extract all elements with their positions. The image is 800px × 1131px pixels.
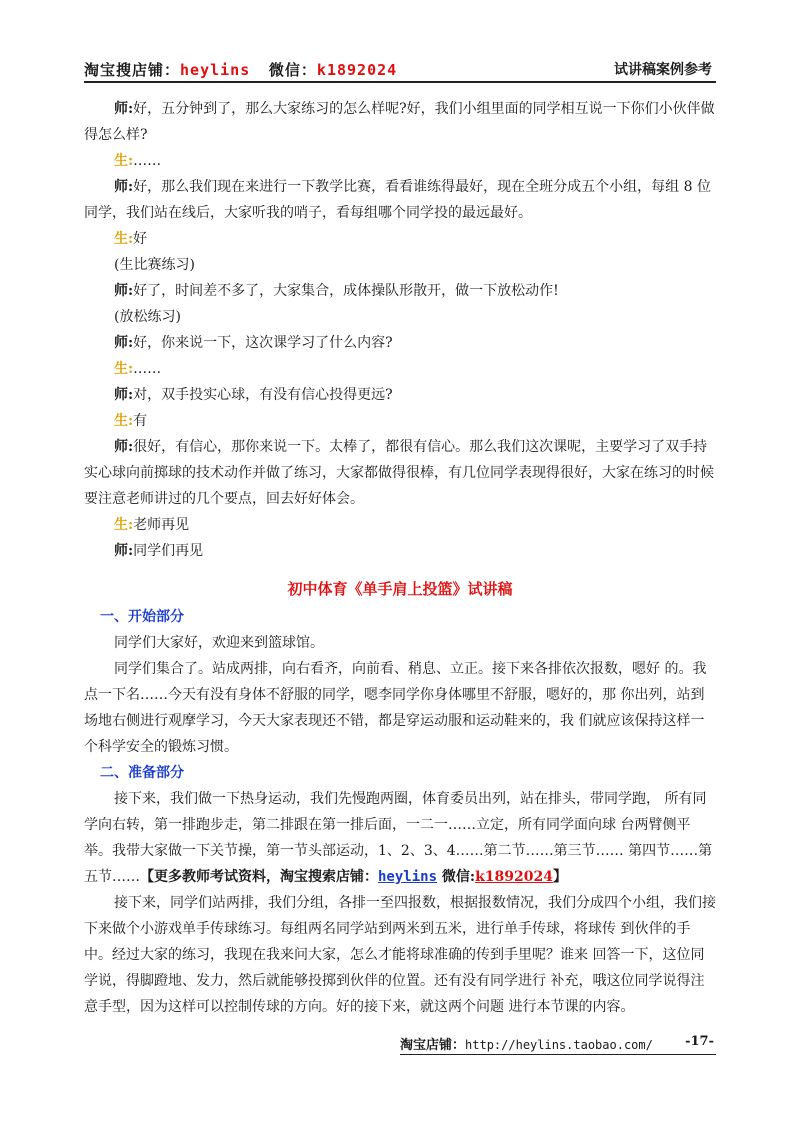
section1-paragraph: 同学们集合了。站成两排，向右看齐，向前看、稍息、立正。接下来各排依次报数，嗯好 的。我点一下名……今天有没有身体不舒服的同学，嗯李同学你身体哪里不舒服，嗯好的，那 你出列，站到场地右侧进行观摩学习，今天大家表现还不错，都是穿运动服和运动鞋来的，我 们就应该保持这样一个科学安全的锻炼习惯。 <box>84 661 707 755</box>
section2-paragraph-text: 接下来，我们做一下热身运动，我们先慢跑两圈，体育委员出列，站在排头，带同学跑， 所有同学向右转，第一排跑步走，第二排跟在第一排后面，一二一……立定，所有同学面向球 台两臂侧平举。我带大家做一下关节操，第一节头部运动，1、2、3、4……第二节……第三节…… 第四节……第五节…… <box>84 791 713 885</box>
dialogue-text: 老师再见 <box>133 517 190 533</box>
dialogue-line <box>84 304 716 330</box>
lesson-title: 初中体育《单手肩上投篮》试讲稿 <box>287 580 513 598</box>
header-shop-label: 淘宝搜店铺： <box>84 61 181 79</box>
section2-paragraph <box>84 786 716 890</box>
dialogue-text: (生比赛练习) <box>114 257 195 273</box>
page-header <box>84 57 716 83</box>
dialogue-line: 师:好，那么我们现在来进行一下教学比赛，看看谁练得最好，现在全班分成五个小组，每组 8 位同学，我们站在线后，大家听我的哨子，看每组哪个同学投的最远最好。 <box>84 179 711 221</box>
speaker-teacher: 师 <box>114 439 128 455</box>
section2-paragraph: 接下来，同学们站两排，我们分组，各排一至四报数，根据报数情况，我们分成四个小组，我们接下来做个小游戏单手传球练习。每组两名同学站到两米到五米，进行单手传球，将球传 到伙伴的手中。经过大家的练习，我现在我来问大家，怎么才能将球准确的传到手里呢？谁来 回答一下，这位同学说，得脚蹬地、发力，然后就能够投掷到伙伴的位置。还有没有同学进行 补充，哦这位同学说得注意手型，因为这样可以控制传球的方向。好的接下来，就这两个问题 进行本节课的内容。 <box>84 895 716 1015</box>
dialogue-line: 生:…… <box>114 361 162 377</box>
dialogue-text: 好了，时间差不多了，大家集合，成体操队形散开，做一下放松动作! <box>133 283 559 299</box>
dialogue-line: 师:很好，有信心，那你来说一下。太棒了，都很有信心。那么我们这次课呢，主要学习了双手持实心球向前掷球的技术动作并做了练习，大家都做得很棒，有几位同学表现得很好，大家在练习的时候要注意老师讲过的几个要点，回去好好体会。 <box>84 439 714 507</box>
speaker-teacher: 师 <box>114 387 128 403</box>
dialogue-line <box>84 252 716 278</box>
dialogue-line: 生:好 <box>114 231 148 247</box>
speaker-teacher: 师 <box>114 283 128 299</box>
dialogue-line: 师:好，五分钟到了，那么大家练习的怎么样呢?好，我们小组里面的同学相互说一下你们小伙伴做得怎么样? <box>84 101 715 143</box>
dialogue-text: …… <box>133 153 162 169</box>
dialogue-list <box>84 96 716 564</box>
dialogue-line: 生:…… <box>114 153 162 169</box>
promo-notice: 【更多教师考试资料，淘宝搜索店铺：heylins 微信:k1892024】 <box>140 869 567 885</box>
speaker-teacher: 师 <box>114 179 128 195</box>
section-heading-start: 一、开始部分 <box>100 609 184 625</box>
dialogue-line: 师:同学们再见 <box>114 543 204 559</box>
dialogue-text: 对，双手投实心球，有没有信心投得更远? <box>133 387 393 403</box>
speaker-student: 生 <box>114 153 128 169</box>
speaker-teacher: 师 <box>114 335 128 351</box>
speaker-student: 生 <box>114 517 128 533</box>
dialogue-line: 生:有 <box>114 413 148 429</box>
page-number: -17- <box>685 1034 714 1049</box>
header-doc-type: 试讲稿案例参考 <box>614 62 712 78</box>
header-shop-info <box>84 59 397 80</box>
dialogue-text: 好，那么我们现在来进行一下教学比赛，看看谁练得最好，现在全班分成五个小组，每组 8 位同学，我们站在线后，大家听我的哨子，看每组哪个同学投的最远最好。 <box>84 179 711 221</box>
speaker-student: 生 <box>114 361 128 377</box>
speaker-teacher: 师 <box>114 543 128 559</box>
dialogue-line: 生:老师再见 <box>114 517 190 533</box>
footer-shop-url[interactable]: http://heylins.taobao.com/ <box>465 1038 653 1052</box>
dialogue-line: 师:好，你来说一下，这次课学习了什么内容? <box>114 335 393 351</box>
header-wechat-id: k1892024 <box>316 61 398 79</box>
section-heading-prep: 二、准备部分 <box>100 765 184 781</box>
dialogue-text: 有 <box>133 413 148 429</box>
section1-paragraph: 同学们大家好，欢迎来到篮球馆。 <box>114 635 324 651</box>
promo-wechat-link[interactable]: k1892024 <box>475 869 553 885</box>
dialogue-text: 好，你来说一下，这次课学习了什么内容? <box>133 335 393 351</box>
dialogue-text: 同学们再见 <box>133 543 204 559</box>
footer-shop-label: 淘宝店铺： <box>400 1038 466 1053</box>
page-footer <box>400 1034 716 1055</box>
dialogue-text: 很好，有信心，那你来说一下。太棒了，都很有信心。那么我们这次课呢，主要学习了双手持实心球向前掷球的技术动作并做了练习，大家都做得很棒，有几位同学表现得很好，大家在练习的时候要注意老师讲过的几个要点，回去好好体会。 <box>84 439 714 507</box>
page-body <box>84 96 716 1020</box>
header-wechat-label: 微信： <box>268 61 317 79</box>
speaker-teacher: 师 <box>114 101 128 117</box>
header-shop-name: heylins <box>180 61 251 79</box>
speaker-student: 生 <box>114 413 128 429</box>
dialogue-text: 好 <box>133 231 148 247</box>
dialogue-text: …… <box>133 361 162 377</box>
dialogue-line: 师:对，双手投实心球，有没有信心投得更远? <box>114 387 393 403</box>
dialogue-text: (放松练习) <box>114 309 181 325</box>
dialogue-line: 师:好了，时间差不多了，大家集合，成体操队形散开，做一下放松动作! <box>114 283 559 299</box>
dialogue-text: 好，五分钟到了，那么大家练习的怎么样呢?好，我们小组里面的同学相互说一下你们小伙伴做得怎么样? <box>84 101 715 143</box>
promo-shop-link[interactable]: heylins <box>378 869 438 885</box>
speaker-student: 生 <box>114 231 128 247</box>
